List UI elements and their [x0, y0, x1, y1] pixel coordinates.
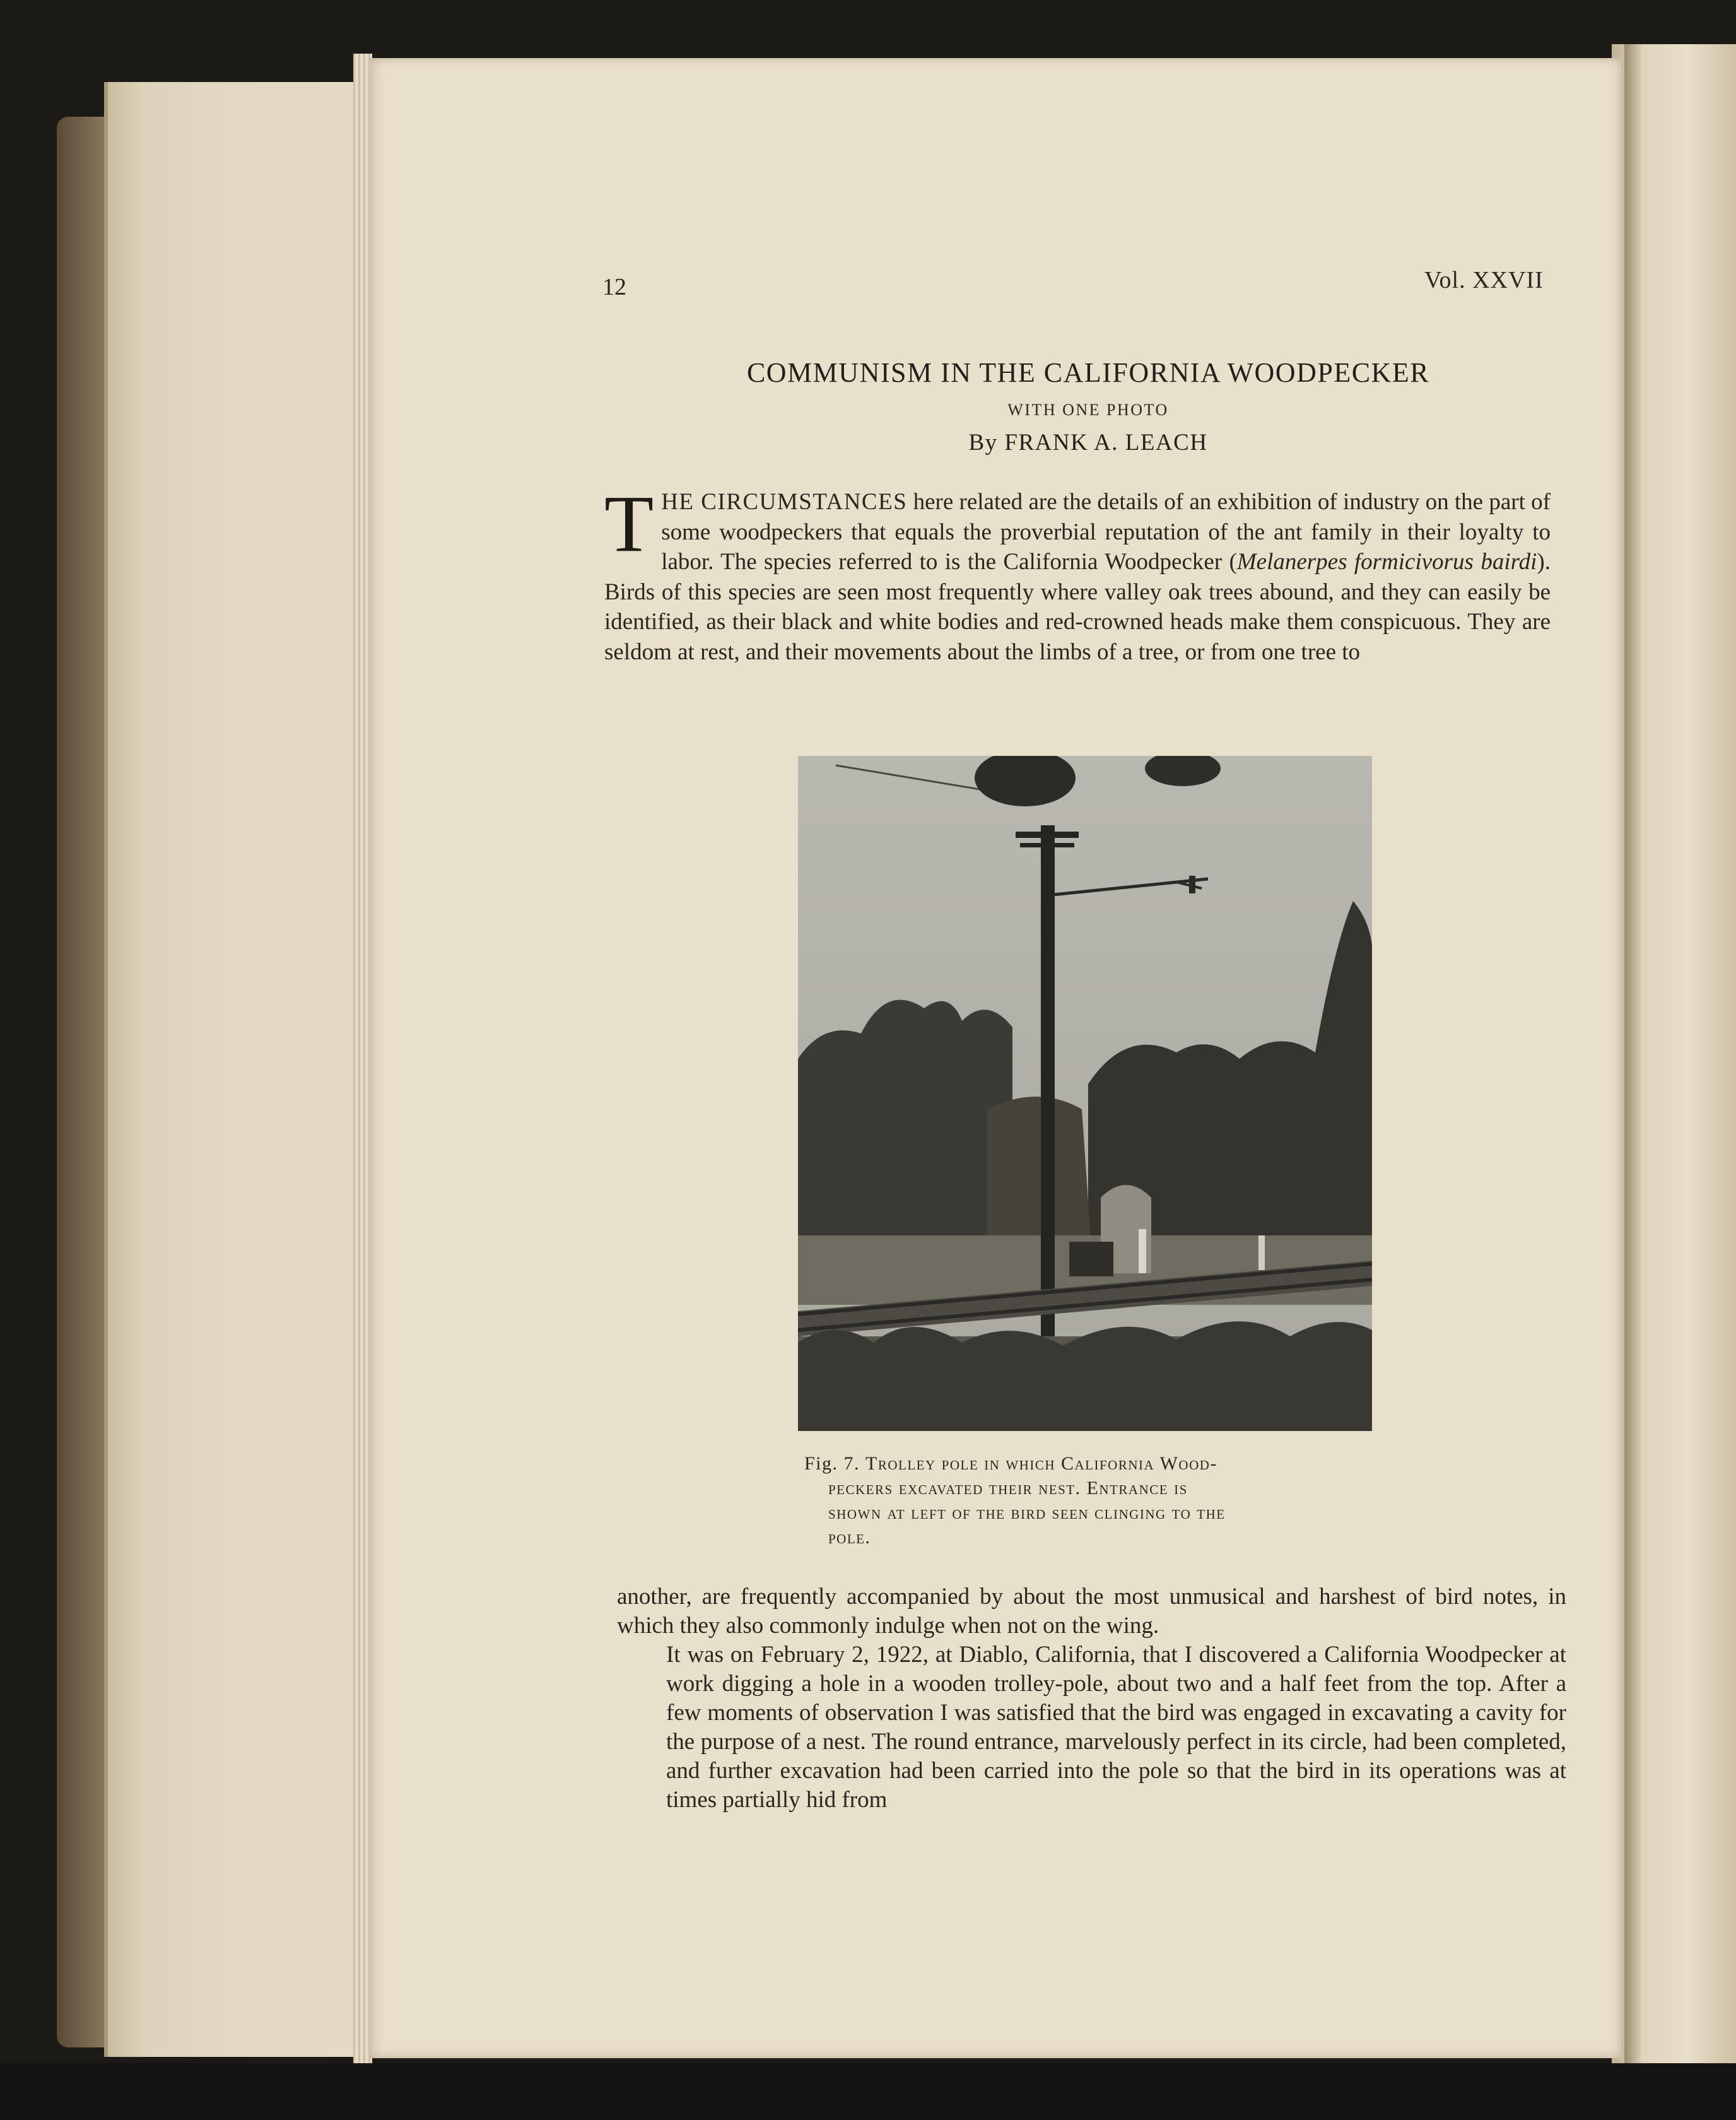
lead-in-caps: HE CIRCUMSTANCES	[661, 489, 908, 515]
caption-line: Trolley pole in which California Wood-	[865, 1453, 1217, 1474]
scan-background	[0, 2063, 1736, 2120]
opening-paragraph	[604, 479, 1551, 667]
paragraph-text: here related are the details of an exhibition of industry on the part of some woodpeckers that equals the proverbial reputation of the ant family in their loyalty to labor. The species referred to is the California Woodpecker (	[661, 489, 1551, 575]
article-byline: By FRANK A. LEACH	[968, 430, 1208, 456]
figure-label: Fig. 7.	[804, 1453, 860, 1474]
caption-line: shown at left of the bird seen clinging to the	[828, 1502, 1226, 1523]
article-title: COMMUNISM IN THE CALIFORNIA WOODPECKER	[746, 357, 1430, 388]
species-name: Melanerpes formicivorus bairdi	[1236, 549, 1537, 575]
trolley-pole-photo	[798, 756, 1372, 1431]
continued-text	[617, 1582, 1566, 1815]
paragraph-text: ). Birds of this species are seen most frequently where valley oak trees abound, and they can easily be identified, as their black and white bodies and red-crowned heads make them conspicuous. They are seldom at rest, and their movements about the limbs of a tree, or from one tree to	[604, 549, 1551, 665]
drop-cap: T	[604, 479, 654, 568]
article-subtitle: WITH ONE PHOTO	[1007, 401, 1169, 419]
paragraph: It was on February 2, 1922, at Diablo, California, that I discovered a California Woodpecker at work digging a hole in a wooden trolley-pole, about two and a half feet from the top. After a few moments of observation I was satisfied that the bird was engaged in excavating a cavity for the purpose of a nest. The round entrance, marvelously perfect in its circle, had been completed, and further excavation had been carried into the pole so that the bird in its operations was at times partially hid from	[666, 1642, 1566, 1813]
paragraph: another, are frequently accompanied by about the most unmusical and harshest of bird notes, in which they also commonly indulge when not on the wing.	[617, 1584, 1566, 1639]
caption-line: peckers excavated their nest. Entrance is	[828, 1478, 1188, 1499]
gutter-shadow	[1624, 44, 1641, 2076]
volume-label: Vol. XXVII	[1424, 267, 1544, 293]
page-number: 12	[602, 274, 626, 300]
caption-line: pole.	[828, 1527, 871, 1548]
photo-illustration	[798, 756, 1372, 1431]
figure-caption	[804, 1451, 1378, 1550]
